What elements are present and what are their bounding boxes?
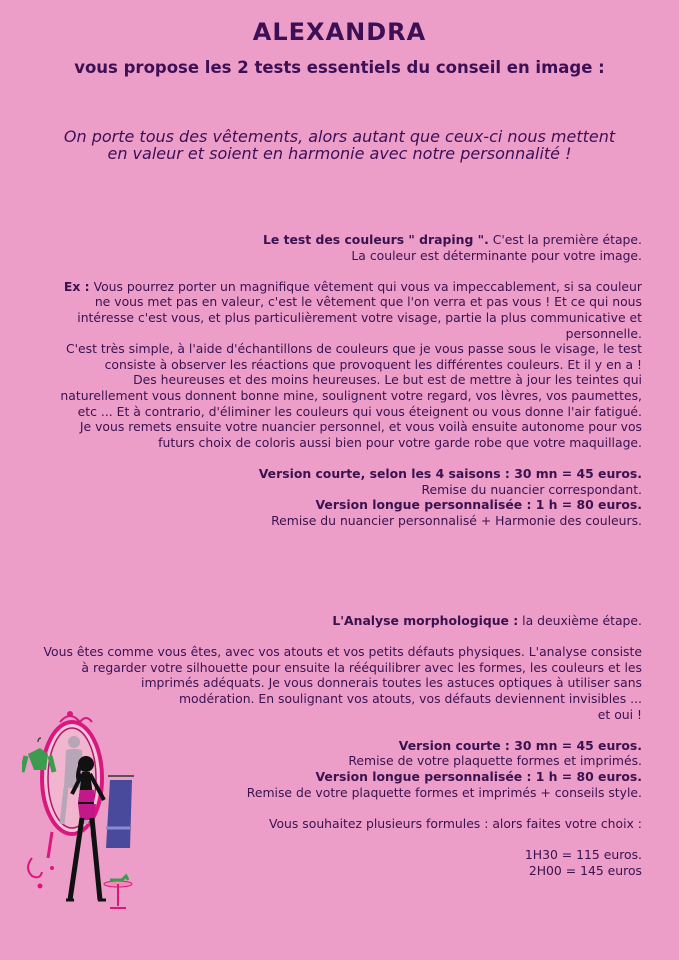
section2-short-note: Remise de votre plaquette formes et imprimés. — [348, 753, 642, 769]
section1-line2: La couleur est déterminante pour votre image. — [351, 247, 642, 263]
long-version-price: 1 h = 80 euros. — [531, 768, 642, 784]
section2-text-line: Vous êtes comme vous êtes, avec vos atouts et vos petits défauts physiques. L'analyse consiste — [43, 644, 642, 660]
section2-text-line: modération. En soulignant vos atouts, vos défauts deviennent invisibles ... — [178, 690, 642, 706]
intro-line: en valeur et soient en harmonie avec notre personnalité ! — [107, 144, 572, 163]
fashion-illustration — [22, 708, 137, 913]
section2-text-line: imprimés adéquats. Je vous donnerais toutes les astuces optiques à utiliser sans — [141, 675, 642, 691]
section1-text-line: consiste à observer les réactions que provoquent les différentes couleurs. Et il y en a ! — [104, 356, 642, 372]
page-title: ALEXANDRA — [252, 18, 427, 46]
section1-heading — [16, 232, 642, 248]
section1-text-line: Des heureuses et des moins heureuses. Le but est de mettre à jour les teintes qui — [133, 372, 642, 388]
section2-long-note: Remise de votre plaquette formes et imprimés + conseils style. — [246, 784, 642, 800]
example-first-line: Vous pourrez porter un magnifique vêtement qui vous va impeccablement, si sa couleur — [89, 278, 642, 294]
intro-text — [0, 128, 679, 162]
section2-heading — [16, 613, 642, 629]
short-version-price: 30 mn = 45 euros. — [509, 737, 642, 753]
section1-text-line: ne vous met pas en valeur, c'est le vêtement que l'on verra et pas vous ! Et ce qui nous — [94, 294, 642, 310]
long-version-label: Version longue personnalisée : — [315, 768, 532, 784]
section1-text-line: etc ... Et à contrario, d'éliminer les couleurs qui vous éteignent ou vous donne l'air fatigué. — [77, 403, 642, 419]
section2-title-rest: la deuxième étape. — [518, 613, 642, 628]
page-subtitle: vous propose les 2 tests essentiels du conseil en image : — [74, 58, 605, 77]
short-version-label: Version courte : — [398, 737, 510, 753]
section1-text-line: futurs choix de coloris aussi bien pour votre garde robe que votre maquillage. — [158, 434, 642, 450]
formula-option: 1H30 = 115 euros. — [524, 846, 642, 862]
section1-example-first — [16, 279, 642, 295]
section2-title: L'Analyse morphologique : — [332, 613, 519, 628]
section-color-test — [16, 232, 642, 528]
section1-title-rest: C'est la première étape. — [488, 232, 642, 247]
section1-text-line: Je vous remets ensuite votre nuancier personnel, et vous voilà ensuite autonome pour vos — [79, 419, 642, 435]
formula-option: 2H00 = 145 euros — [528, 862, 642, 878]
section1-text-line: personnelle. — [565, 325, 642, 341]
section1-long-version — [16, 497, 642, 513]
section1-short-version — [16, 466, 642, 482]
section2-text-line: et oui ! — [597, 706, 642, 722]
formula-choice: Vous souhaitez plusieurs formules : alors faites votre choix : — [268, 815, 642, 831]
section1-text-line: intéresse c'est vous, et plus particulièrement votre visage, partie la plus communicative et — [77, 309, 642, 325]
section1-text-line: naturellement vous donnent bonne mine, soulignent votre regard, vos lèvres, vos paumettes, — [60, 387, 642, 403]
section2-text-line: à regarder votre silhouette pour ensuite la rééquilibrer avec les formes, les couleurs et les — [81, 659, 642, 675]
section1-text-line: C'est très simple, à l'aide d'échantillons de couleurs que je vous passe sous le visage, le test — [65, 341, 642, 357]
section1-title: Le test des couleurs " draping ". — [262, 232, 489, 247]
short-version-label: Version courte, selon les 4 saisons : — [258, 465, 510, 481]
example-label: Ex : — [63, 278, 90, 294]
long-version-price: 1 h = 80 euros. — [531, 497, 642, 513]
section1-short-note: Remise du nuancier correspondant. — [421, 481, 642, 497]
section1-long-note: Remise du nuancier personnalisé + Harmonie des couleurs. — [271, 512, 642, 528]
intro-line: On porte tous des vêtements, alors autant que ceux-ci nous mettent — [63, 127, 616, 146]
long-version-label: Version longue personnalisée : — [315, 497, 532, 513]
short-version-price: 30 mn = 45 euros. — [509, 465, 642, 481]
